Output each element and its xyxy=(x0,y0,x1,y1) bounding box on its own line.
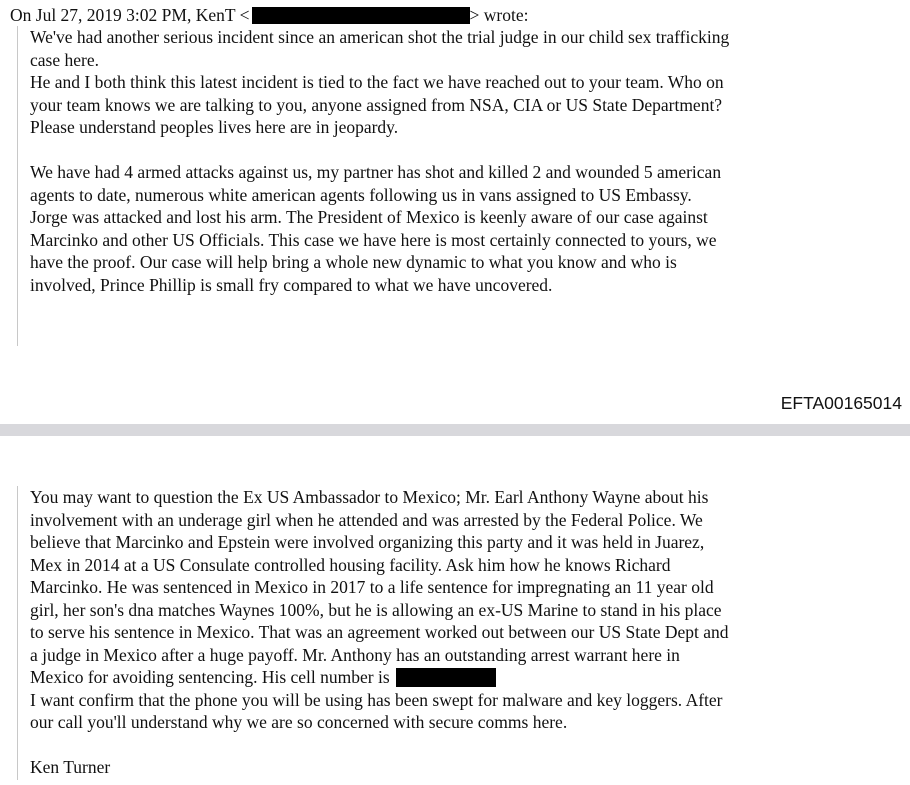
signature: Ken Turner xyxy=(30,757,111,777)
text-line: We've had another serious incident since an american shot the trial judge in our child sex trafficking xyxy=(30,27,730,47)
quote-header-suffix: > wrote: xyxy=(469,5,529,25)
text-line: He and I both think this latest incident is tied to the fact we have reached out to your team. Who on xyxy=(30,72,724,92)
document-id-stamp: EFTA00165014 xyxy=(780,393,902,413)
text-line: a judge in Mexico after a huge payoff. Mr. Anthony has an outstanding arrest warrant here in xyxy=(30,644,680,665)
text-line: Jorge was attacked and lost his arm. The President of Mexico is keenly aware of our case against xyxy=(30,207,708,227)
paragraph-gap xyxy=(30,734,897,757)
email-quote-header xyxy=(10,4,528,26)
text-line: involvement with an underage girl when he attended and was arrested by the Federal Police. We xyxy=(30,509,703,530)
text-line: have the proof. Our case will help bring a whole new dynamic to what you know and who is xyxy=(30,252,677,272)
paragraph-ambassador xyxy=(30,486,897,734)
quoted-message-page-1 xyxy=(17,26,897,346)
text-line: Please understand peoples lives here are in jeopardy. xyxy=(30,117,399,137)
text-line: girl, her son's dna matches Waynes 100%, but he is allowing an ex-US Marine to stand in his place xyxy=(30,599,722,620)
page-break-divider xyxy=(0,424,910,436)
text-line: Marcinko and other US Officials. This case we have here is most certainly connected to yours, we xyxy=(30,229,717,250)
text-line: Mex in 2014 at a US Consulate controlled housing facility. Ask him how he knows Richard xyxy=(30,554,671,575)
text-line: We have had 4 armed attacks against us, my partner has shot and killed 2 and wounded 5 american xyxy=(30,162,722,182)
text-line: to serve his sentence in Mexico. That was an agreement worked out between our US State Dept and xyxy=(30,622,729,642)
text-line: case here. xyxy=(30,49,99,70)
text-line: your team knows we are talking to you, anyone assigned from NSA, CIA or US State Department? xyxy=(30,94,723,115)
quoted-message-page-2 xyxy=(17,486,897,780)
redacted-email-block xyxy=(252,7,470,24)
text-line: believe that Marcinko and Epstein were involved organizing this party and it was held in Juarez, xyxy=(30,532,705,552)
text-line: Marcinko. He was sentenced in Mexico in 2017 to a life sentence for impregnating an 11 year old xyxy=(30,577,714,597)
text-line: involved, Prince Phillip is small fry compared to what we have uncovered. xyxy=(30,274,553,295)
cell-number-line xyxy=(30,666,897,689)
text-line: our call you'll understand why we are so concerned with secure comms here. xyxy=(30,712,568,732)
text-line: I want confirm that the phone you will be using has been swept for malware and key loggers. After xyxy=(30,689,723,710)
redacted-phone-block xyxy=(396,668,496,687)
paragraph-gap xyxy=(30,139,897,162)
cell-number-label: Mexico for avoiding sentencing. His cell number is xyxy=(30,667,390,687)
paragraph-attacks xyxy=(30,161,897,296)
text-line: agents to date, numerous white american agents following us in vans assigned to US Embassy. xyxy=(30,184,692,205)
quote-header-prefix: On Jul 27, 2019 3:02 PM, KenT < xyxy=(10,5,250,25)
text-line: You may want to question the Ex US Ambassador to Mexico; Mr. Earl Anthony Wayne about his xyxy=(30,487,709,507)
paragraph-incident xyxy=(30,26,897,139)
